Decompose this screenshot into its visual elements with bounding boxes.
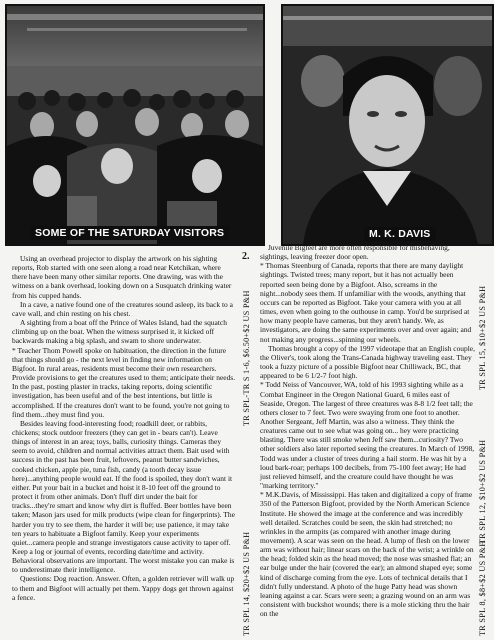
paragraph: Besides leaving food-interesting food; roadkill deer, or rabbits, chickens; stock outdoor freezers (they can get in - bears can't). Leave things of interest in an area; toys, balls, curiosity things. Cameras they seem to avoid, children and normal activities attract them. Bait used with success in the past has been fruit, leftovers, peanut butter sandwiches, cooked chicken, apple pie, tuna fish, candy (a tooth decay issue here)...anything people would eat. If the food is spoiled, they don't want it either. Put your bait in a bucket and hoist it 8-10 feet off the ground to protect it from other animals. Don't fluff dirt under the bait for tracks...they're smart and know why dirt is fluffed. Beer bottles have been taken; Mason jars used for milk products (wipe clean for fingerprints). The harder you try to see them, the harder it will be; use patience, it may take ten years to habituate a Bigfoot family. Keep your experiments quiet...camera people and strange investigators cause activity to taper off. Keep a log or journal of events, recording date/time and activity. Behavioral observations are important. The worst mistake you can make is to underestimate their intelligence. bbox=[12, 418, 235, 575]
paragraph: * Teacher Thom Powell spoke on habituation, the direction in the future that things should go - the next level in finding new information on Bigfoot. In rural areas, residents must become their own researchers. Provide provisions to get the creatures used to them; anticipate their needs. In the past, posting plaster in tracks, taking reports, doing scientific investigation, has been useful and of the best intentions, but little is accomplished. If the creatures don't want to be found, you're not going to find them...they must find you. bbox=[12, 345, 236, 419]
paragraph: A sighting from a boat off the Prince of Wales Island, had the squatch climbing up on the boat. When the witness surprised it, it kicked off backwards making a big splash, and swam to shore underwater. bbox=[12, 318, 227, 346]
paragraph: Using an overhead projector to display the artwork on his sighting reports, Rob started with one seen along a road near Ketchikan, where there have been many other similar reports. One drawing, was with the witness on a bank overhead, looking down on a Susquatch drinking water from his cupped hands. bbox=[12, 254, 232, 300]
speaker-portrait-photo bbox=[281, 4, 494, 246]
paragraph: Juvenile Bigfeet are more often responsible for misbehaving, sightings, leaving freezer door open. bbox=[260, 243, 450, 262]
sidebar-label: TR SPL 12, $10+$2 US P&H bbox=[478, 439, 487, 544]
right-text-column bbox=[260, 243, 476, 618]
left-text-column bbox=[12, 254, 236, 602]
sidebar-label: TR SPL 15, $10+$2 US P&H bbox=[478, 285, 487, 390]
speaker-portrait-caption: M. K. DAVIS bbox=[364, 227, 436, 241]
sidebar-label: TR SPL 8, $8+$2 US P&H bbox=[478, 540, 487, 636]
paragraph: * M.K.Davis, of Mississippi. Has taken and digitalized a copy of frame 350 of the Patterson Bigfoot, provided by the North American Science Institute. He showed the image at the conference and was incredibly well detailed. Scratches could be seen, the skin had stretched; no wrinkles in the armpits (as compared with another image during movement). A scar was seen on the head. A lump of flesh on the lower arm was without hair; linear scars on the back of the wrist; a wrinkle on the head; folded skin as the head moved; the nose was smashed flat; an ear bulge under the hair (covered the ear); an almond shaped eye; some kind of discharge coming from the eye. Lots of technical details that I didn't fully understand. A photo of the huge Patty head was shown leaning against a car. Scars were seen; a grazing wound on an arm was consistent with buckshot wounds; there is a mole sticking thru the hair on the bbox=[260, 490, 474, 619]
paragraph: * Thomas Steenburg of Canada, reports that there are many daylight sightings. Twisted trees; many report, but it has not actually been reported seen being done by a Bigfoot. Also, screams in the night...nobody sees them. If unfamiliar with the woods, anything that occurs can be reported as Bigfoot. Take your camera with you at all times, even when going to the outhouse in camp. You'd be surprised at how many people have cameras, but they aren't handy. We, as investigators, are doing the same experiments over and over again; and not making any progress...spinning our wheels. bbox=[260, 261, 472, 344]
sidebar-label: TR SPL-TR S 1-6, $6.50+$2 US P&H bbox=[242, 290, 251, 426]
audience-photo-caption: SOME OF THE SATURDAY VISITORS bbox=[30, 226, 229, 240]
page-number: 2. bbox=[242, 251, 250, 262]
paragraph: Questions: Dog reaction. Answer. Often, a golden retriever will walk up to them and Bigfoot will actually pet them. Yappy dogs get thrown against a fence. bbox=[12, 574, 235, 602]
paragraph: Thomas brought a copy of the 1997 videotape that an English couple, the Oliver's, took along the Trans-Canada highway traveling east. They took a fuzzy picture of a possible Bigfoot near Chilliwack, BC, that appeared to be 6 1/2-7 foot high. bbox=[260, 343, 475, 381]
sidebar-label: TR SPL 14, $20+$2 US P&H bbox=[242, 531, 251, 636]
audience-photo bbox=[5, 4, 265, 246]
paragraph: * Todd Neiss of Vancouver, WA, told of his 1993 sighting while as a Combat Engineer in the Oregon National Guard, 6 miles east of Seaside, Oregon. The largest of three creatures was 8-8 1/2 feet tall; the others closer to 7 feet. Two were swaying from one foot to another. Another Sergeant, Jeff Martin, was also a witness. They think the creatures came out to see what was going on... hey were practicing blasting. There was still smoke when Jeff saw them...curiosity? Two other soldiers also later reported seeing the creatures. In March of 1998, Todd was under a cluster of trees during a hail storm. He was hit by a loud bark-roar; perhaps 100 decibels, from 75-100 feet away; He had just relieved himself, and the creature could have thought he was "marking territory." bbox=[260, 380, 475, 491]
paragraph: In a cave, a native found one of the creatures sound asleep, its back to a cave wall, and chin resting on his chest. bbox=[12, 299, 233, 318]
